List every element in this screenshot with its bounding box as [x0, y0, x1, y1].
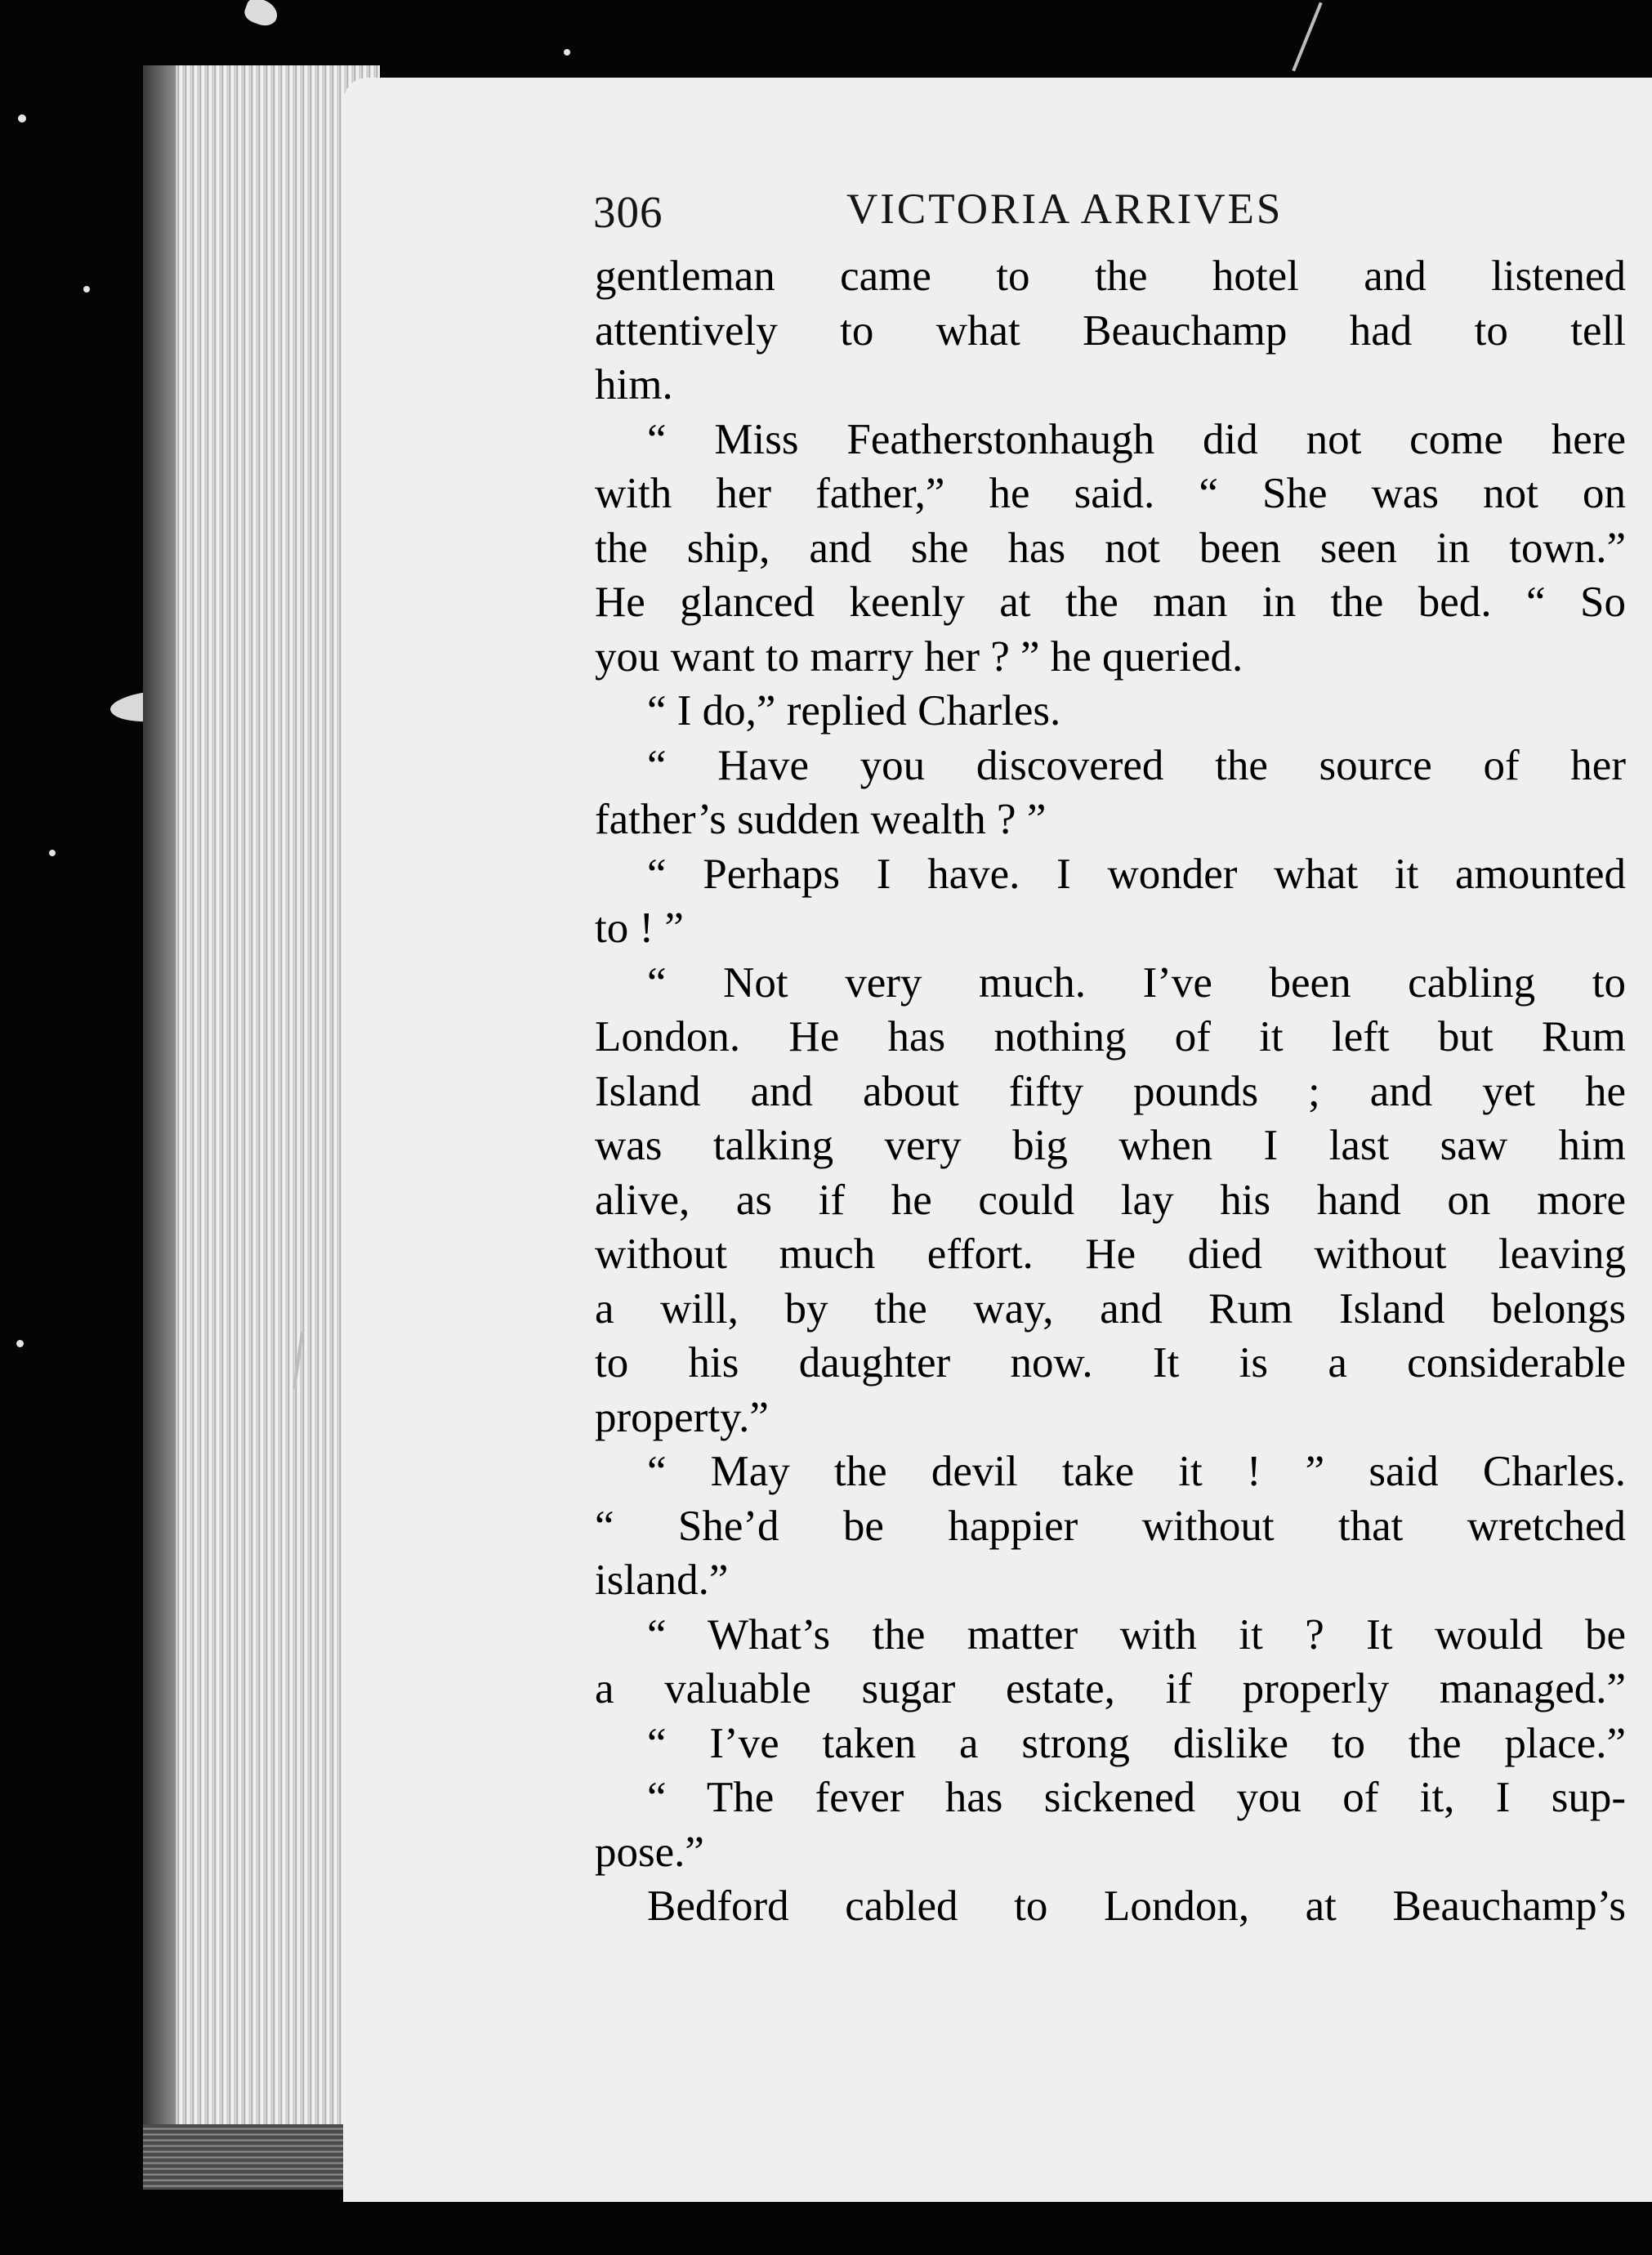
text-line: without much effort. He died without leaving [595, 1230, 1626, 1278]
text-line: attentively to what Beauchamp had to tell [595, 306, 1626, 355]
text-line: a will, by the way, and Rum Island belongs [595, 1284, 1626, 1333]
text-line: gentleman came to the hotel and listened [595, 252, 1626, 300]
running-title: VICTORIA ARRIVES [846, 185, 1284, 233]
text-line: “ Perhaps I have. I wonder what it amounted [647, 850, 1626, 898]
body-text [595, 249, 1626, 1934]
text-line: Bedford cabled to London, at Beauchamp’s [647, 1882, 1626, 1930]
text-line: He glanced keenly at the man in the bed. “ So [595, 578, 1626, 626]
text-line: island.” [595, 1556, 729, 1604]
text-line: London. He has nothing of it left but Rum [595, 1013, 1626, 1061]
text-line: property.” [595, 1393, 769, 1441]
text-line: was talking very big when I last saw him [595, 1122, 1626, 1169]
text-line: “ She’d be happier without that wretched [595, 1502, 1626, 1550]
text-line: with her father,” he said. “ She was not on [595, 470, 1626, 517]
page-number: 306 [593, 187, 663, 237]
text-line: “ May the devil take it ! ” said Charles. [647, 1448, 1626, 1495]
text-line: father’s sudden wealth ? ” [595, 796, 1047, 843]
text-line: alive, as if he could lay his hand on more [595, 1176, 1626, 1224]
text-line: a valuable sugar estate, if properly managed.” [595, 1665, 1626, 1712]
text-line: “ Not very much. I’ve been cabling to [647, 958, 1626, 1007]
text-line: the ship, and she has not been seen in town.” [595, 524, 1626, 572]
text-line: “ Miss Featherstonhaugh did not come here [647, 415, 1626, 463]
text-line: “ I do,” replied Charles. [647, 687, 1061, 735]
text-line: “ The fever has sickened you of it, I sup- [647, 1774, 1626, 1821]
text-line: him. [595, 361, 673, 409]
text-line: “ I’ve taken a strong dislike to the place.” [647, 1719, 1626, 1767]
text-line: to ! ” [595, 904, 684, 952]
text-line: you want to marry her ? ” he queried. [595, 632, 1243, 681]
text-line: to his daughter now. It is a considerable [595, 1339, 1626, 1386]
text-line: Island and about fifty pounds ; and yet he [595, 1067, 1626, 1115]
text-line: pose.” [595, 1828, 704, 1876]
text-line: “ What’s the matter with it ? It would be [647, 1610, 1626, 1659]
text-line: “ Have you discovered the source of her [647, 741, 1626, 789]
